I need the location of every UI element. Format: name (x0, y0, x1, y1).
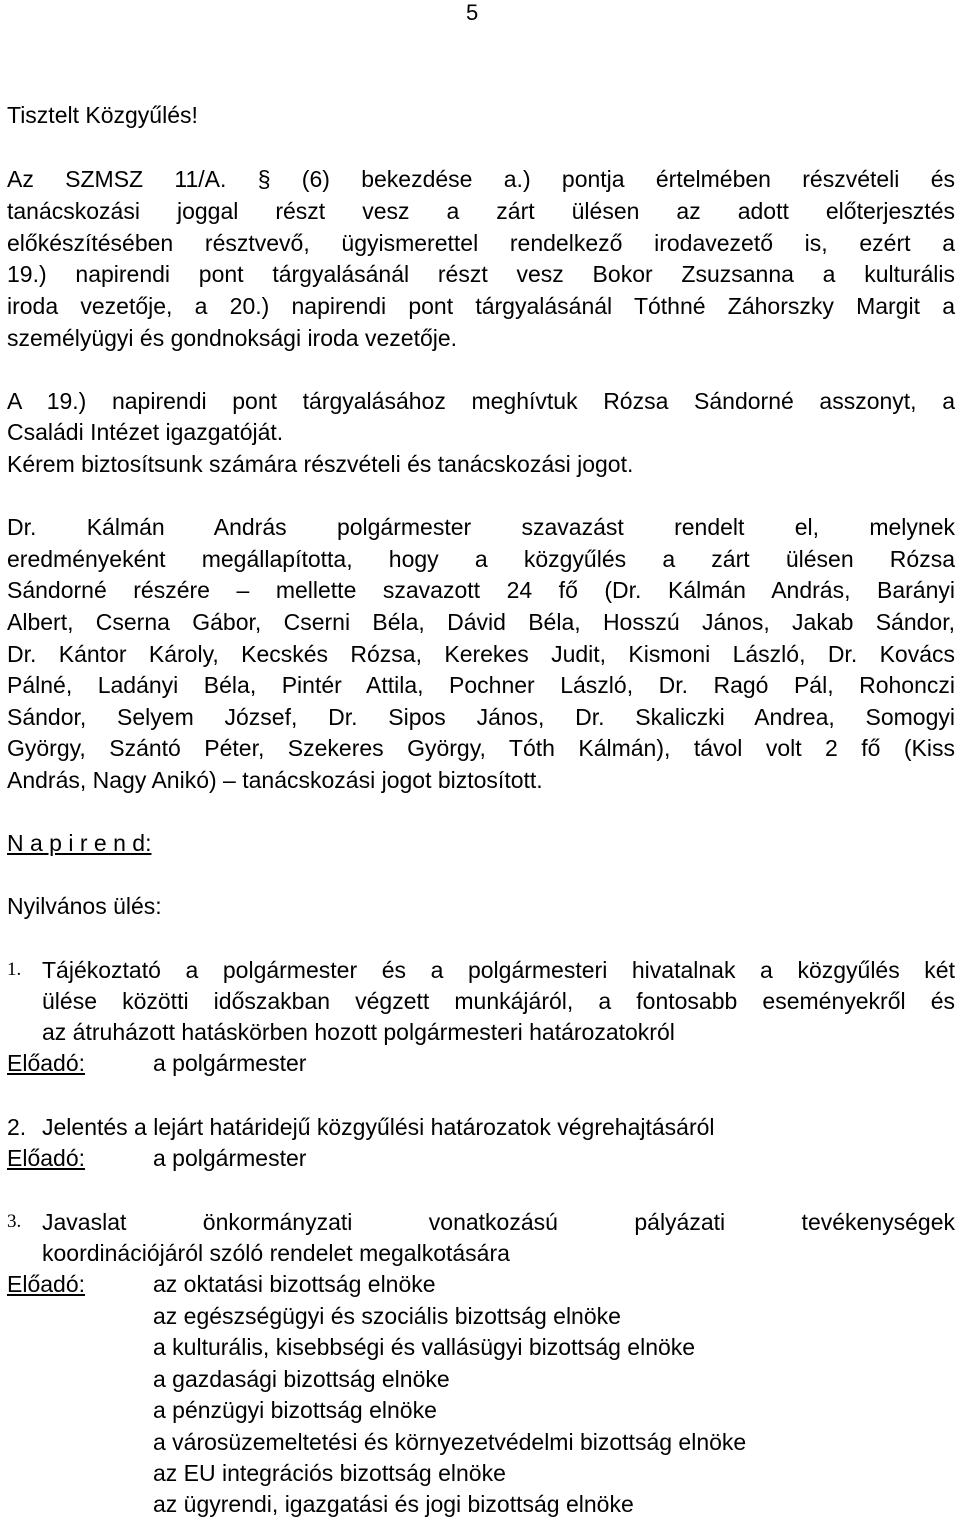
text-line: Pálné, Ladányi Béla, Pintér Attila, Pochner László, Dr. Ragó Pál, Rohonczi (7, 672, 955, 698)
item-number: 1. (7, 959, 22, 980)
presenter: a polgármester (153, 1145, 307, 1171)
page-number: 5 (466, 0, 479, 25)
item-title-line: Tájékoztató a polgármester és a polgármesteri hivatalnak a közgyűlés két (42, 957, 955, 983)
item-title-line: ülése közötti időszakban végzett munkájáról, a fontosabb eseményekről és (42, 988, 955, 1014)
presenter-label: Előadó: (7, 1271, 86, 1297)
presenter: az ügyrendi, igazgatási és jogi bizottság elnöke (153, 1491, 634, 1517)
text-line: iroda vezetője, a 20.) napirendi pont tárgyalásánál Tóthné Záhorszky Margit a (7, 293, 955, 319)
public-session-heading: Nyilvános ülés: (7, 893, 162, 919)
text-line: György, Szántó Péter, Szekeres György, Tóth Kálmán), távol volt 2 fő (Kiss (7, 735, 955, 761)
presenter: az egészségügyi és szociális bizottság elnöke (153, 1303, 621, 1329)
presenter: a kulturális, kisebbségi és vallásügyi bizottság elnöke (153, 1334, 696, 1360)
text-line: eredményeként megállapította, hogy a közgyűlés a zárt ülésen Rózsa (7, 546, 955, 572)
item-title-line: Jelentés a lejárt határidejű közgyűlési határozatok végrehajtásáról (42, 1114, 715, 1140)
greeting: Tisztelt Közgyűlés! (7, 102, 198, 128)
presenter: a városüzemeltetési és környezetvédelmi bizottság elnöke (153, 1429, 747, 1455)
presenter-label: Előadó: (7, 1050, 86, 1076)
item-title-line: Javaslat önkormányzati vonatkozású pályázati tevékenységek (42, 1209, 955, 1235)
text-line: Dr. Kántor Károly, Kecskés Rózsa, Kerekes Judit, Kismoni László, Dr. Kovács (7, 641, 955, 667)
text-line: A 19.) napirendi pont tárgyalásához meghívtuk Rózsa Sándorné asszonyt, a (7, 388, 955, 414)
text-line: 19.) napirendi pont tárgyalásánál részt vesz Bokor Zsuzsanna a kulturális (7, 261, 955, 287)
text-line: Albert, Cserna Gábor, Cserni Béla, Dávid Béla, Hosszú János, Jakab Sándor, (7, 609, 955, 635)
text-line: tanácskozási joggal részt vesz a zárt ülésen az adott előterjesztés (7, 198, 955, 224)
text-line: Sándor, Selyem József, Dr. Sipos János, Dr. Skaliczki Andrea, Somogyi (7, 704, 955, 730)
item-title-line: koordinációjáról szóló rendelet megalkotására (42, 1240, 510, 1266)
item-title-line: az átruházott hatáskörben hozott polgármesteri határozatokról (42, 1019, 675, 1045)
text-line: Családi Intézet igazgatóját. (7, 419, 284, 445)
text-line: Az SZMSZ 11/A. § (6) bekezdése a.) pontja értelmében részvételi és (7, 166, 955, 192)
text-line: előkészítésében résztvevő, ügyismerettel rendelkező irodavezető is, ezért a (7, 230, 955, 256)
presenter: a gazdasági bizottság elnöke (153, 1366, 450, 1392)
presenter-label: Előadó: (7, 1145, 86, 1171)
text-line: Sándorné részére – mellette szavazott 24 fő (Dr. Kálmán András, Barányi (7, 577, 955, 603)
presenter: az oktatási bizottság elnöke (153, 1271, 436, 1297)
text-line: Dr. Kálmán András polgármester szavazást rendelt el, melynek (7, 514, 955, 540)
text-line: András, Nagy Anikó) – tanácskozási jogot biztosított. (7, 767, 543, 793)
presenter: az EU integrációs bizottság elnöke (153, 1460, 506, 1486)
text-line: személyügyi és gondnoksági iroda vezetője. (7, 325, 458, 351)
agenda-heading: N a p i r e n d: (7, 830, 152, 856)
presenter: a polgármester (153, 1050, 307, 1076)
presenter: a pénzügyi bizottság elnöke (153, 1397, 437, 1423)
item-number: 2. (7, 1114, 27, 1140)
item-number: 3. (7, 1211, 22, 1232)
text-line: Kérem biztosítsunk számára részvételi és tanácskozási jogot. (7, 451, 634, 477)
